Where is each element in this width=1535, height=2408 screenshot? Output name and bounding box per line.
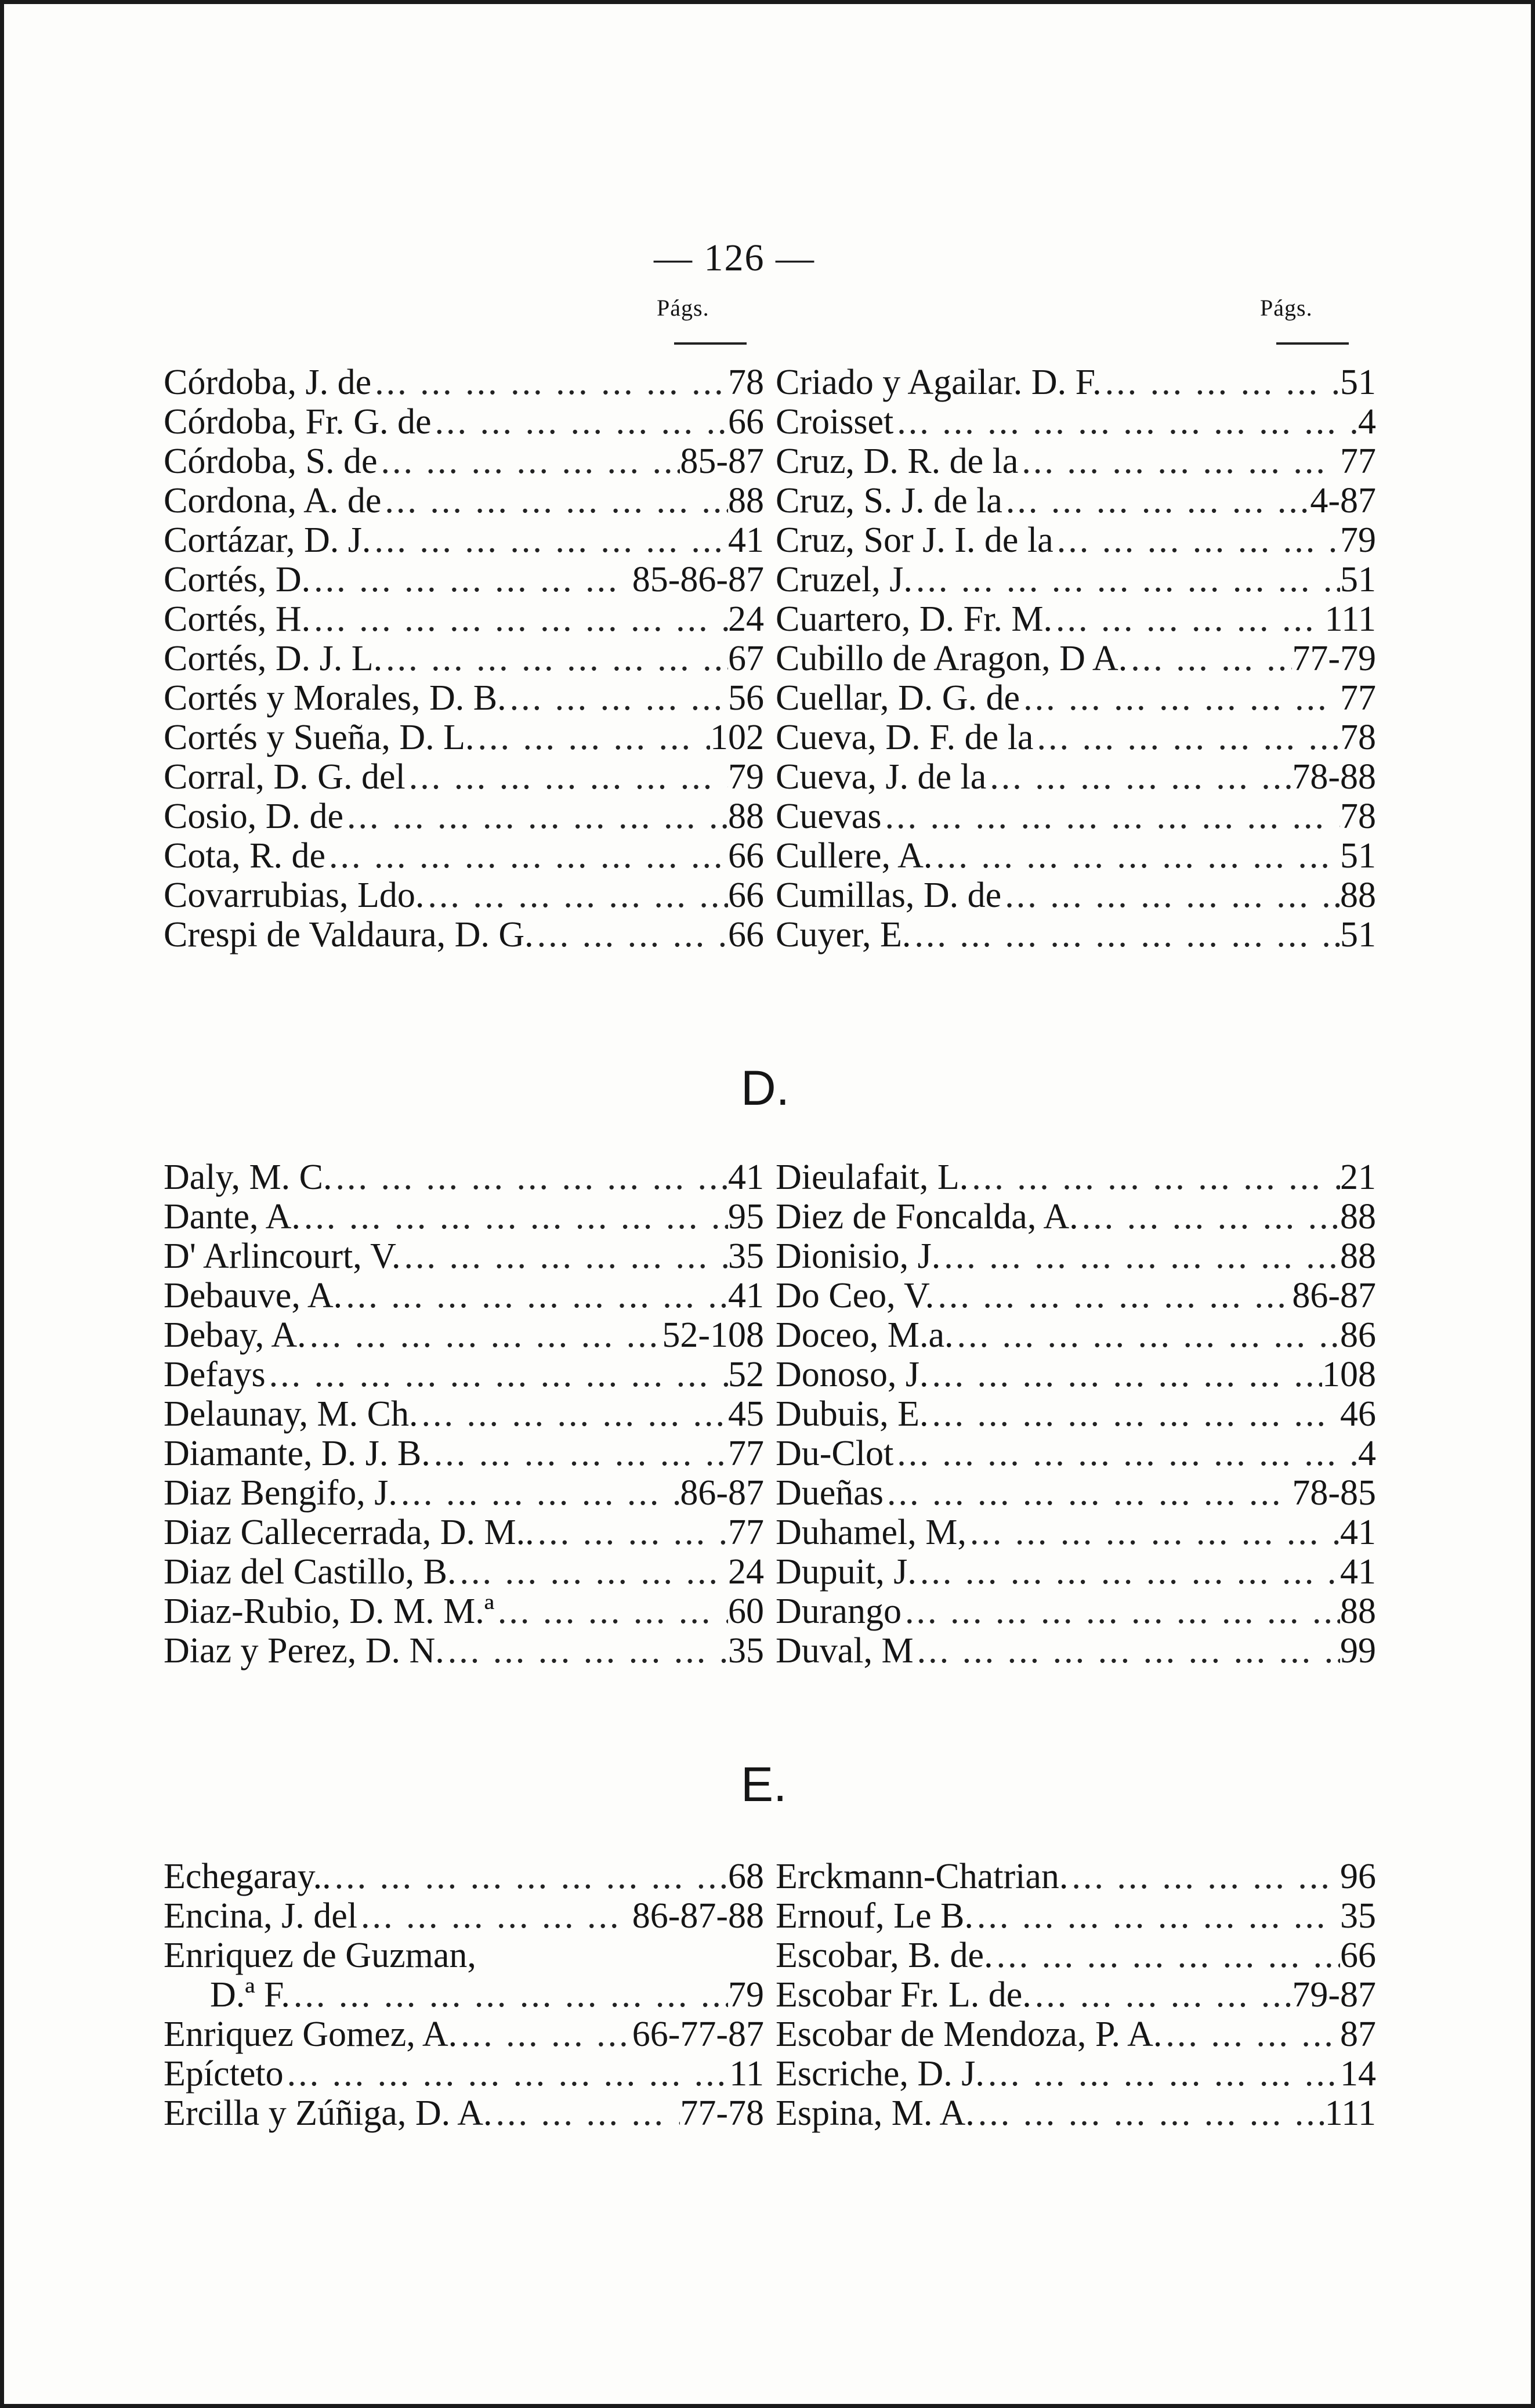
entry-page-reference: 77: [728, 1434, 764, 1473]
index-column-e-right: [776, 1857, 1376, 2133]
entry-page-reference: 88: [728, 797, 764, 836]
index-entry: [164, 1936, 764, 1975]
index-entry: [776, 1513, 1376, 1552]
index-entry: [776, 363, 1376, 402]
entry-name: Crespi de Valdaura, D. G.: [164, 915, 534, 954]
entry-name: Cuevas: [776, 797, 882, 836]
index-entry: [164, 560, 764, 599]
dot-leader: [406, 757, 728, 797]
entry-page-reference: 96: [1340, 1857, 1376, 1896]
index-entry: [164, 2054, 764, 2094]
entry-name: Cubillo de Aragon, D A.: [776, 639, 1128, 678]
dot-leader: [1020, 678, 1340, 718]
dot-leader: [1053, 520, 1340, 560]
entry-name: Cortés, D.: [164, 560, 311, 599]
index-entry: [164, 915, 764, 954]
index-entry: [776, 718, 1376, 757]
entry-page-reference: 24: [728, 599, 764, 639]
dot-leader: [932, 836, 1340, 876]
entry-page-reference: 66-77-87: [632, 2015, 764, 2054]
index-entry: [164, 1434, 764, 1473]
entry-page-reference: 35: [728, 1236, 764, 1276]
entry-page-reference: 45: [728, 1394, 764, 1434]
entry-page-reference: 79: [1340, 520, 1376, 560]
dot-leader: [934, 1276, 1292, 1315]
entry-name: Diaz del Castillo, B.: [164, 1552, 457, 1592]
index-entry: [776, 481, 1376, 520]
entry-page-reference: 11: [729, 2054, 764, 2094]
entry-page-reference: 66: [728, 836, 764, 876]
entry-name: Escobar de Mendoza, P. A.: [776, 2015, 1163, 2054]
dot-leader: [902, 1592, 1340, 1631]
entry-name: Debay, A.: [164, 1315, 306, 1355]
index-entry: [164, 402, 764, 442]
entry-page-reference: 88: [1340, 1592, 1376, 1631]
index-entry: [164, 836, 764, 876]
index-entry: [164, 1473, 764, 1513]
dot-leader: [911, 915, 1340, 954]
index-entry: [164, 1631, 764, 1671]
dot-leader: [266, 1355, 728, 1394]
entry-page-reference: 88: [728, 481, 764, 520]
dot-leader: [325, 836, 728, 876]
entry-name: Dubuis, E.: [776, 1394, 929, 1434]
index-entry: [164, 797, 764, 836]
entry-name: Dueñas: [776, 1473, 884, 1513]
dot-leader: [1078, 1197, 1340, 1236]
index-entry: [164, 363, 764, 402]
index-entry: [776, 2094, 1376, 2133]
entry-page-reference: 41: [728, 1276, 764, 1315]
entry-name: Dionisio, J.: [776, 1236, 941, 1276]
entry-page-reference: 41: [1340, 1552, 1376, 1592]
entry-page-reference: 24: [728, 1552, 764, 1592]
entry-page-reference: 41: [1340, 1513, 1376, 1552]
index-entry: [164, 1552, 764, 1592]
entry-name: Espina, M. A.: [776, 2094, 975, 2133]
entry-name: Corral, D. G. del: [164, 757, 406, 797]
entry-name: Cortés, H.: [164, 599, 311, 639]
header-rule-left: [674, 342, 747, 345]
index-entry: [776, 1394, 1376, 1434]
dot-leader: [301, 1197, 728, 1236]
dot-leader: [371, 520, 728, 560]
entry-page-reference: 95: [728, 1197, 764, 1236]
index-entry: [164, 599, 764, 639]
entry-page-reference: 77-78: [680, 2094, 764, 2133]
entry-page-reference: 88: [1340, 1197, 1376, 1236]
index-entry: [164, 876, 764, 915]
entry-name: Encina, J. del: [164, 1896, 358, 1936]
entry-name: D' Arlincourt, V.: [164, 1236, 401, 1276]
entry-name: Duval, M: [776, 1631, 914, 1671]
index-entry: [776, 560, 1376, 599]
index-column-c-right: [776, 363, 1376, 954]
entry-page-reference: 51: [1340, 915, 1376, 954]
entry-name: Daly, M. C.: [164, 1158, 332, 1197]
dot-leader: [893, 402, 1358, 442]
dot-leader: [966, 1513, 1340, 1552]
dot-leader: [457, 1552, 728, 1592]
index-entry: [776, 1857, 1376, 1896]
entry-name: Diaz Bengifo, J.: [164, 1473, 397, 1513]
entry-name: Córdoba, S. de: [164, 442, 378, 481]
index-entry: [776, 1631, 1376, 1671]
index-entry: [776, 639, 1376, 678]
dot-leader: [973, 1896, 1340, 1936]
entry-page-reference: 86: [1340, 1315, 1376, 1355]
entry-page-reference: 77-79: [1292, 639, 1376, 678]
entry-page-reference: 66: [728, 915, 764, 954]
dot-leader: [1102, 363, 1340, 402]
entry-name: Ernouf, Le B.: [776, 1896, 973, 1936]
entry-page-reference: 66: [1340, 1936, 1376, 1975]
dot-leader: [343, 797, 728, 836]
dot-leader: [284, 2054, 730, 2094]
entry-page-reference: 46: [1340, 1394, 1376, 1434]
entry-page-reference: 85-86-87: [632, 560, 764, 599]
entry-name: Debauve, A.: [164, 1276, 343, 1315]
entry-name: Defays: [164, 1355, 266, 1394]
index-entry: [164, 1355, 764, 1394]
dot-leader: [381, 481, 728, 520]
entry-name: Cruzel, J.: [776, 560, 913, 599]
entry-page-reference: 78-88: [1292, 757, 1376, 797]
index-column-e-left: [164, 1857, 764, 2133]
index-entry: [776, 442, 1376, 481]
entry-page-reference: 51: [1340, 560, 1376, 599]
entry-page-reference: 85-87: [680, 442, 764, 481]
index-entry: [164, 1197, 764, 1236]
dot-leader: [400, 1236, 728, 1276]
dot-leader: [975, 2094, 1325, 2133]
entry-name: Cueva, J. de la: [776, 757, 987, 797]
entry-name: Cortés y Morales, D. B.: [164, 678, 506, 718]
dot-leader: [430, 1434, 728, 1473]
entry-name: Erckmann-Chatrian.: [776, 1857, 1069, 1896]
entry-page-reference: 4: [1358, 402, 1376, 442]
entry-name: Dupuit, J.: [776, 1552, 917, 1592]
index-entry: [776, 1197, 1376, 1236]
entry-page-reference: 52-108: [662, 1315, 764, 1355]
entry-page-reference: 78-85: [1292, 1473, 1376, 1513]
index-column-d-left: [164, 1158, 764, 1671]
index-entry: [776, 1552, 1376, 1592]
entry-name: Diaz-Rubio, D. M. M.ª: [164, 1592, 494, 1631]
index-entry: [164, 481, 764, 520]
entry-page-reference: 86-87: [680, 1473, 764, 1513]
entry-page-reference: 14: [1340, 2054, 1376, 2094]
index-entry: [776, 757, 1376, 797]
entry-name: Córdoba, Fr. G. de: [164, 402, 432, 442]
dot-leader: [1052, 599, 1325, 639]
entry-page-reference: 79: [728, 757, 764, 797]
dot-leader: [506, 678, 728, 718]
dot-leader: [913, 560, 1340, 599]
entry-page-reference: 86-87-88: [632, 1896, 764, 1936]
entry-name: Cosio, D. de: [164, 797, 343, 836]
dot-leader: [968, 1158, 1340, 1197]
entry-name: Duhamel, M,: [776, 1513, 966, 1552]
entry-name: Cuyer, E.: [776, 915, 911, 954]
entry-name: Croisset: [776, 402, 894, 442]
entry-page-reference: 41: [728, 1158, 764, 1197]
index-entry: [776, 520, 1376, 560]
entry-page-reference: 79-87: [1292, 1975, 1376, 2015]
dot-leader: [953, 1315, 1340, 1355]
entry-name: Cuellar, D. G. de: [776, 678, 1020, 718]
entry-page-reference: 67: [728, 639, 764, 678]
dot-leader: [378, 442, 680, 481]
entry-name: Do Ceo, V.: [776, 1276, 935, 1315]
dot-leader: [984, 2054, 1340, 2094]
index-entry: [164, 678, 764, 718]
entry-name: Cuartero, D. Fr. M.: [776, 599, 1053, 639]
entry-name: Ercilla y Zúñiga, D. A.: [164, 2094, 493, 2133]
entry-page-reference: 102: [710, 718, 764, 757]
dot-leader: [494, 1592, 728, 1631]
entry-name: Diamante, D. J. B.: [164, 1434, 430, 1473]
index-entry: [776, 915, 1376, 954]
entry-name: Enriquez de Guzman,: [164, 1936, 476, 1975]
section-heading-d: D.: [741, 1061, 790, 1115]
entry-name: Cumillas, D. de: [776, 876, 1002, 915]
index-entry: [164, 520, 764, 560]
entry-name: Diaz Callecerrada, D. M..: [164, 1513, 534, 1552]
entry-name: Epícteto: [164, 2054, 284, 2094]
entry-name: Covarrubias, Ldo.: [164, 876, 425, 915]
entry-page-reference: 68: [728, 1857, 764, 1896]
index-entry: [776, 2015, 1376, 2054]
dot-leader: [332, 1158, 728, 1197]
dot-leader: [929, 1355, 1322, 1394]
entry-page-reference: 77: [728, 1513, 764, 1552]
entry-page-reference: 88: [1340, 876, 1376, 915]
entry-name: Cordona, A. de: [164, 481, 382, 520]
index-entry: [164, 639, 764, 678]
index-entry: [164, 1394, 764, 1434]
entry-name: Durango: [776, 1592, 902, 1631]
pags-label-left: Págs.: [657, 295, 709, 321]
dot-leader: [940, 1236, 1340, 1276]
index-entry: [776, 1276, 1376, 1315]
dot-leader: [290, 1975, 728, 2015]
entry-page-reference: 35: [1340, 1896, 1376, 1936]
entry-name: Cruz, S. J. de la: [776, 481, 1002, 520]
entry-page-reference: 4: [1358, 1434, 1376, 1473]
entry-page-reference: 99: [1340, 1631, 1376, 1671]
index-entry: [164, 1592, 764, 1631]
index-entry: [164, 1158, 764, 1197]
dot-leader: [444, 1631, 728, 1671]
index-entry: [164, 718, 764, 757]
dot-leader: [432, 402, 728, 442]
dot-leader: [418, 1394, 728, 1434]
index-entry: [776, 797, 1376, 836]
dot-leader: [357, 1896, 632, 1936]
dot-leader: [1068, 1857, 1340, 1896]
index-entry: [164, 1896, 764, 1936]
entry-name: Cruz, D. R. de la: [776, 442, 1019, 481]
index-entry: [776, 876, 1376, 915]
index-column-c-left: [164, 363, 764, 954]
index-entry: [776, 1936, 1376, 1975]
index-entry: [164, 1513, 764, 1552]
entry-page-reference: 77: [1340, 678, 1376, 718]
entry-name: Du-Clot: [776, 1434, 894, 1473]
index-entry: [776, 2054, 1376, 2094]
entry-name: Cortés, D. J. L.: [164, 639, 383, 678]
entry-name: Escobar, B. de.: [776, 1936, 993, 1975]
dot-leader: [382, 639, 728, 678]
dot-leader: [306, 1315, 662, 1355]
entry-name: Cortés y Sueña, D. L.: [164, 718, 475, 757]
entry-page-reference: 87: [1340, 2015, 1376, 2054]
entry-name: Delaunay, M. Ch.: [164, 1394, 418, 1434]
entry-name: Doceo, M.a.: [776, 1315, 954, 1355]
entry-name: Cullere, A.: [776, 836, 933, 876]
entry-page-reference: 51: [1340, 836, 1376, 876]
entry-page-reference: 51: [1340, 363, 1376, 402]
entry-name: Diez de Foncalda, A.: [776, 1197, 1078, 1236]
index-column-d-right: [776, 1158, 1376, 1671]
dot-leader: [492, 2094, 680, 2133]
index-entry: [776, 836, 1376, 876]
dot-leader: [534, 915, 728, 954]
entry-name: Enriquez Gomez, A.: [164, 2015, 458, 2054]
dot-leader: [371, 363, 728, 402]
index-entry: [164, 1276, 764, 1315]
dot-leader: [914, 1631, 1340, 1671]
dot-leader: [1001, 876, 1340, 915]
entry-page-reference: 88: [1340, 1236, 1376, 1276]
dot-leader: [397, 1473, 680, 1513]
header-rule-right: [1276, 342, 1349, 345]
index-entry: [164, 1236, 764, 1276]
entry-name: Diaz y Perez, D. N.: [164, 1631, 444, 1671]
entry-name: Cruz, Sor J. I. de la: [776, 520, 1053, 560]
entry-name: Echegaray..: [164, 1857, 331, 1896]
dot-leader: [986, 757, 1292, 797]
entry-page-reference: 35: [728, 1631, 764, 1671]
index-entry: [164, 1315, 764, 1355]
index-entry: [776, 1355, 1376, 1394]
entry-name: Donoso, J.: [776, 1355, 929, 1394]
index-entry: [776, 1158, 1376, 1197]
index-entry: [776, 1473, 1376, 1513]
index-entry: [164, 1857, 764, 1896]
index-entry: [776, 1315, 1376, 1355]
entry-page-reference: 41: [728, 520, 764, 560]
entry-name: Dieulafait, L.: [776, 1158, 969, 1197]
entry-name: Cota, R. de: [164, 836, 325, 876]
index-entry: [776, 1896, 1376, 1936]
entry-page-reference: 4-87: [1310, 481, 1376, 520]
index-entry: [164, 442, 764, 481]
entry-page-reference: 52: [728, 1355, 764, 1394]
dot-leader: [1033, 718, 1340, 757]
entry-page-reference: 77: [1340, 442, 1376, 481]
index-entry: [164, 757, 764, 797]
entry-page-reference: 86-87: [1292, 1276, 1376, 1315]
entry-name: Dante, A.: [164, 1197, 301, 1236]
index-entry: [776, 402, 1376, 442]
dot-leader: [310, 599, 728, 639]
index-entry: [776, 678, 1376, 718]
entry-name: Cortázar, D. J.: [164, 520, 371, 560]
entry-page-reference: 78: [1340, 797, 1376, 836]
pags-label-right: Págs.: [1260, 295, 1313, 321]
entry-page-reference: 56: [728, 678, 764, 718]
page-number: — 126 —: [654, 237, 815, 279]
entry-name: Escobar Fr. L. de.: [776, 1975, 1031, 2015]
index-entry: [776, 1434, 1376, 1473]
entry-page-reference: 78: [728, 363, 764, 402]
index-entry: [164, 2094, 764, 2133]
entry-name: Escriche, D. J.: [776, 2054, 984, 2094]
entry-page-reference: 78: [1340, 718, 1376, 757]
dot-leader: [534, 1513, 728, 1552]
dot-leader: [331, 1857, 728, 1896]
entry-page-reference: 66: [728, 402, 764, 442]
dot-leader: [993, 1936, 1340, 1975]
dot-leader: [1002, 481, 1310, 520]
entry-name: Criado y Agailar. D. F.: [776, 363, 1102, 402]
entry-page-reference: 60: [728, 1592, 764, 1631]
index-entry: [164, 1975, 764, 2015]
dot-leader: [884, 1473, 1292, 1513]
dot-leader: [457, 2015, 632, 2054]
index-entry: [776, 599, 1376, 639]
dot-leader: [1162, 2015, 1340, 2054]
index-entry: [776, 1975, 1376, 2015]
entry-page-reference: 111: [1324, 599, 1376, 639]
dot-leader: [342, 1276, 728, 1315]
dot-leader: [917, 1552, 1340, 1592]
index-entry: [164, 2015, 764, 2054]
entry-page-reference: 108: [1322, 1355, 1376, 1394]
dot-leader: [1031, 1975, 1293, 2015]
entry-page-reference: 111: [1324, 2094, 1376, 2133]
entry-page-reference: 79: [728, 1975, 764, 2015]
dot-leader: [893, 1434, 1358, 1473]
entry-page-reference: 66: [728, 876, 764, 915]
entry-name: Córdoba, J. de: [164, 363, 372, 402]
dot-leader: [1127, 639, 1292, 678]
dot-leader: [1018, 442, 1340, 481]
dot-leader: [475, 718, 710, 757]
dot-leader: [424, 876, 728, 915]
section-heading-e: E.: [741, 1757, 787, 1812]
entry-name: Cueva, D. F. de la: [776, 718, 1034, 757]
dot-leader: [882, 797, 1340, 836]
index-entry: [776, 1592, 1376, 1631]
dot-leader: [310, 560, 632, 599]
entry-page-reference: 21: [1340, 1158, 1376, 1197]
index-entry: [776, 1236, 1376, 1276]
entry-name: D.ª F.: [210, 1975, 290, 2015]
dot-leader: [929, 1394, 1341, 1434]
